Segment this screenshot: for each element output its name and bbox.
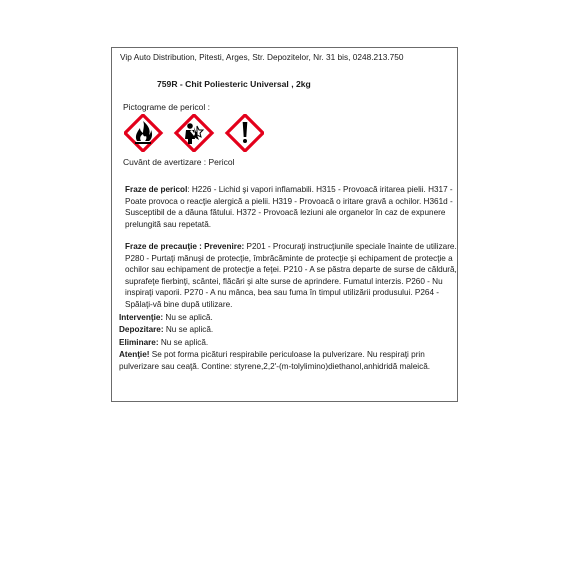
intervention-text: Nu se aplică.	[163, 313, 213, 322]
hazard-label	[111, 47, 458, 402]
flame-icon	[125, 115, 161, 151]
company-info: Vip Auto Distribution, Pitesti, Arges, Str. Depozitelor, Nr. 31 bis, 0248.213.750	[120, 52, 404, 62]
attention-line	[119, 349, 455, 372]
product-title: 759R - Chit Poliesteric Universal , 2kg	[157, 79, 311, 89]
signal-word: Cuvânt de avertizare : Pericol	[123, 157, 235, 167]
attention-title: Atenţie!	[119, 350, 150, 359]
attention-text: Se pot forma picături respirabile periculoase la pulverizare. Nu respiraţi prin pulverizare sau ceaţă. Contine: styrene,2,2'-(m-tolylimino)diethanol,anhidridă maleică.	[119, 350, 431, 371]
intervention-line	[119, 312, 455, 324]
storage-title: Depozitare:	[119, 325, 164, 334]
intervention-title: Intervenţie:	[119, 313, 164, 322]
precaution-text: P201 - Procuraţi instrucţiunile speciale înainte de utilizare. P280 - Purtaţi mănuşi de protecţie, îmbrăcăminte de protecţie şi echipament de protecţie a ochilor sau echipament de protecţie a feţei. P210 - A se păstra departe de surse de căldură, suprafeţe fierbinţi, scântei, flăcări şi alte surse de aprindere. Fumatul interzis. P260 - Nu inspiraţi vaporii. P270 - A nu mânca, bea sau fuma în timpul utilizării produsului. P264 - Spălaţi-vă bine după utilizare.	[125, 242, 457, 309]
storage-text: Nu se aplică.	[163, 325, 214, 334]
storage-line	[119, 324, 455, 336]
hazard-statements	[119, 184, 461, 230]
disposal-text: Nu se aplică.	[158, 338, 209, 347]
precaution-statements	[119, 241, 461, 311]
hazard-text: : H226 - Lichid şi vapori inflamabili. H315 - Provoacă iritarea pielii. H317 - Poate provoca o reacţie alergică a pielii. H319 - Provoacă o iritare gravă a ochilor. H361d - Susceptibil de a dăuna fătului. H372 - Provoacă leziuni ale organelor în caz de expunere prelungită sau repetată.	[125, 185, 453, 229]
disposal-line	[119, 337, 455, 349]
pictograms-label: Pictograme de pericol :	[123, 102, 210, 112]
precaution-title: Fraze de precauţie : Prevenire:	[125, 242, 245, 251]
health-hazard-icon	[176, 115, 212, 151]
disposal-title: Eliminare:	[119, 338, 159, 347]
hazard-title: Fraze de pericol	[125, 185, 188, 194]
exclamation-icon	[227, 115, 263, 151]
hazard-pictograms	[124, 114, 264, 152]
